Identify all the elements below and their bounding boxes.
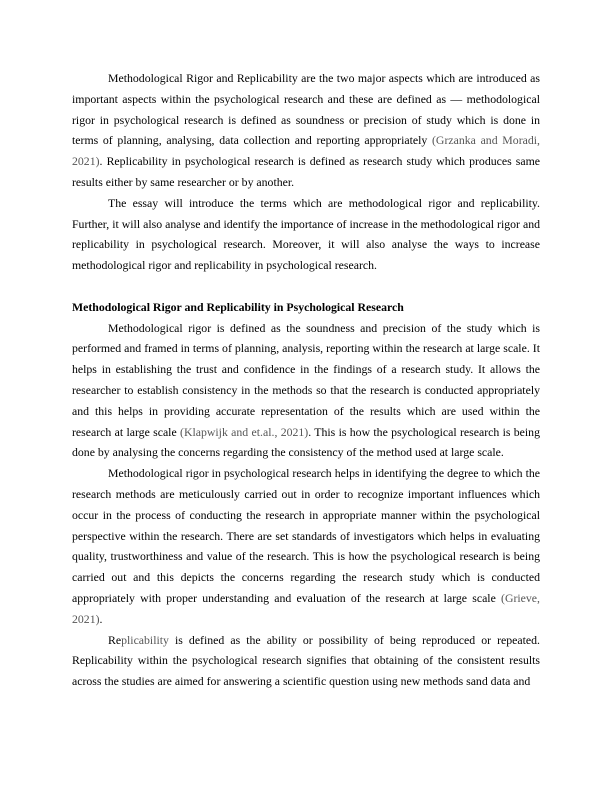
term-highlight: plicability <box>121 632 169 647</box>
paragraph-text: Methodological rigor in psychological research helps in identifying the degree to which the research methods are meticulously carried out in order to recognize important influences which occur in the process of conducting the research in appropriate manner within the psychological perspective within the research. There are set standards of investigators which helps in evaluating quality, trustworthiness and value of the research. This is how the psychological research is being carried out and this depicts the concerns regarding the research study which is conducted appropriately with proper understanding and evaluation of the research at large scale <box>72 466 540 605</box>
citation: (Klapwijk and et.al., 2021) <box>180 424 309 439</box>
paragraph-text: . This is how the psychological research is being done by analysing the concerns regarding the consistency of the method used at large scale. <box>72 424 540 460</box>
citation: (Grzanka and Moradi, 2021) <box>72 133 540 169</box>
section-paragraph-1 <box>72 318 540 464</box>
paragraph-text: is defined as the ability or possibility of being reproduced or repeated. Replicability within the psychological research signifies that obtaining of the consistent results across the studies are aimed for answering a scientific question using new methods sand data and <box>72 632 540 689</box>
section-paragraph-3 <box>72 630 540 692</box>
paragraph-text: Methodological Rigor and Replicability are the two major aspects which are introduced as important aspects within the psychological research and these are defined as — methodological rigor in psychological research is defined as soundness or precision of study which is done in terms of planning, analysing, data collection and reporting appropriately <box>72 71 540 148</box>
section-heading: Methodological Rigor and Replicability in Psychological Research <box>72 299 404 314</box>
citation: (Grieve, 2021) <box>72 590 540 626</box>
section-paragraph-2 <box>72 463 540 629</box>
paragraph-text: Re <box>108 632 122 647</box>
intro-paragraph-2: The essay will introduce the terms which are methodological rigor and replicability. Further, it will also analyse and identify the importance of increase in the methodological rigor and replicability in psychological research. Moreover, it will also analyse the ways to increase methodological rigor and replicability in psychological research. <box>72 195 540 273</box>
paragraph-text: Methodological rigor is defined as the soundness and precision of the study which is performed and framed in terms of planning, analysis, reporting within the research at large scale. It helps in establishing the trust and confidence in the findings of a research study. It allows the researcher to establish consistency in the methods so that the research is conducted appropriately and this helps in providing accurate representation of the results which are used within the research at large scale <box>72 320 540 439</box>
paragraph-text: . Replicability in psychological research is defined as research study which produces same results either by same researcher or by another. <box>72 154 540 189</box>
document-body <box>72 68 540 692</box>
paragraph-text: . <box>99 611 103 626</box>
intro-paragraph-1 <box>72 68 540 193</box>
